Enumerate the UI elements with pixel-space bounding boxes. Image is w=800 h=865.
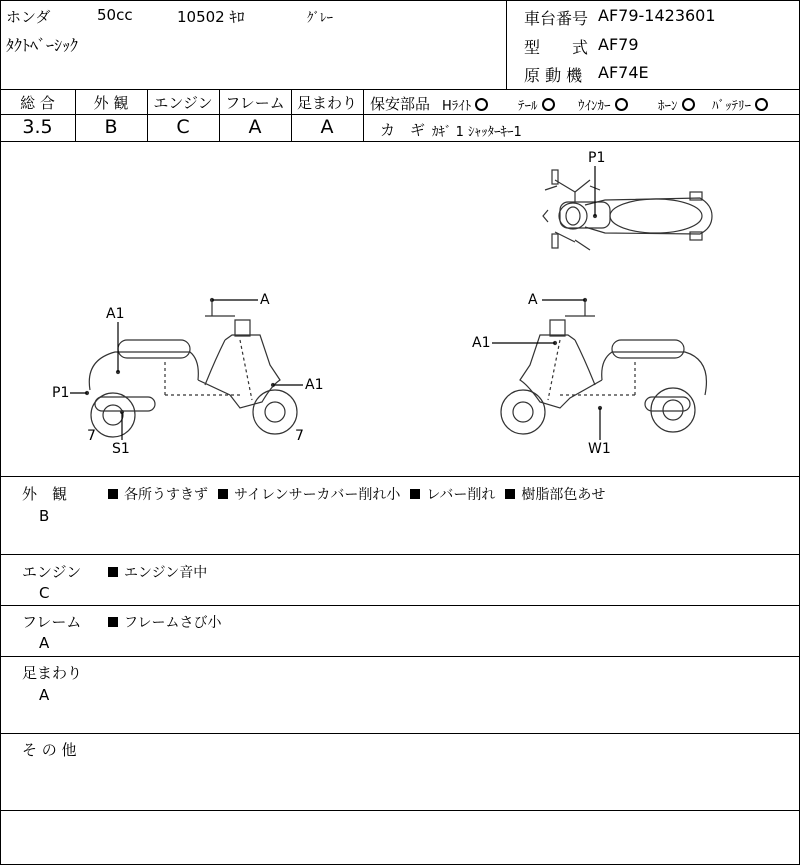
grade-header-exterior: 外 観 <box>93 94 129 112</box>
remark-frame-grade: A <box>39 634 50 652</box>
remark-item: 樹脂部色あせ <box>505 487 605 503</box>
remark-engine-label: エンジン <box>22 563 82 581</box>
grade-total: 3.5 <box>22 116 53 138</box>
diagram-label-left-p1: P1 <box>52 385 70 401</box>
remark-frame-label: フレーム <box>22 613 82 631</box>
diagram-label-left-s1: S1 <box>112 441 130 457</box>
diagram-label-left-a1-top: A1 <box>106 306 125 322</box>
grade-header-frame: フレーム <box>225 94 285 112</box>
bullet-square-icon <box>108 567 118 577</box>
safety-item-horn: ﾎｰﾝ <box>658 95 695 114</box>
remark-item: エンジン音中 <box>108 565 207 581</box>
remark-engine-grade: C <box>39 584 50 602</box>
remark-suspension-grade: A <box>39 686 50 704</box>
bullet-square-icon <box>218 489 228 499</box>
remark-engine-notes <box>108 562 217 582</box>
type-label: 型 式 <box>524 38 589 57</box>
safety-item-winker: ｳｲﾝｶｰ <box>578 95 628 114</box>
remark-frame-notes <box>108 612 231 632</box>
diagram-label-left-a: A <box>260 292 270 308</box>
safety-item-headlight: Hﾗｲﾄ <box>442 95 488 114</box>
chassis-label: 車台番号 <box>524 9 589 28</box>
diagram-label-right-a1: A1 <box>472 335 491 351</box>
diagram-label-top-p1: P1 <box>588 150 606 166</box>
chassis-number: AF79-1423601 <box>598 6 716 25</box>
remark-exterior-label: 外 観 <box>22 485 68 503</box>
bullet-square-icon <box>410 489 420 499</box>
diagram-label-left-7-front: 7 <box>295 428 304 444</box>
engine-label: 原 動 機 <box>524 66 583 85</box>
maker: ホンダ <box>6 8 51 26</box>
displacement: 50cc <box>97 6 133 24</box>
grade-frame: A <box>248 116 262 138</box>
grade-suspension: A <box>320 116 334 138</box>
scooter-left-view <box>70 299 303 441</box>
bullet-square-icon <box>505 489 515 499</box>
grade-engine: C <box>176 116 190 138</box>
type-value: AF79 <box>598 35 639 54</box>
scooter-top-view <box>543 166 712 250</box>
grade-header-suspension: 足まわり <box>296 94 357 112</box>
scooter-right-view <box>492 299 706 441</box>
remark-item: レバー削れ <box>410 487 495 503</box>
safety-label: 保安部品 <box>370 95 431 113</box>
diagram-label-left-7-rear: 7 <box>87 428 96 444</box>
grade-header-engine: エンジン <box>153 94 213 112</box>
bullet-square-icon <box>108 489 118 499</box>
safety-item-battery: ﾊﾞｯﾃﾘｰ <box>712 95 768 114</box>
diagram-label-right-w1: W1 <box>588 441 611 457</box>
model-name: ﾀｸﾄﾍﾞｰｼｯｸ <box>6 36 79 55</box>
mileage: 10502 ｷﾛ <box>177 8 245 26</box>
grade-exterior: B <box>104 116 118 138</box>
remark-item: フレームさび小 <box>108 615 221 631</box>
diagram-label-right-a: A <box>528 292 538 308</box>
bullet-square-icon <box>108 617 118 627</box>
remark-other-label: そ の 他 <box>22 741 77 759</box>
remark-exterior-grade: B <box>39 507 50 525</box>
keys-value: ｶｷﾞ 1 ｼｬｯﾀｰｷｰ1 <box>432 125 522 140</box>
remark-suspension-label: 足まわり <box>22 664 83 682</box>
safety-item-tail: ﾃｰﾙ <box>518 95 555 114</box>
grade-header-total: 総 合 <box>20 94 55 112</box>
keys-label: カ ギ <box>380 121 426 139</box>
remark-item: 各所うすきず <box>108 487 208 503</box>
diagram-label-left-a1-front: A1 <box>305 377 324 393</box>
color: ｸﾞﾚｰ <box>307 11 333 26</box>
engine-value: AF74E <box>598 63 649 82</box>
remark-exterior-notes <box>108 484 615 504</box>
remark-item: サイレンサーカバー削れ小 <box>218 487 400 503</box>
